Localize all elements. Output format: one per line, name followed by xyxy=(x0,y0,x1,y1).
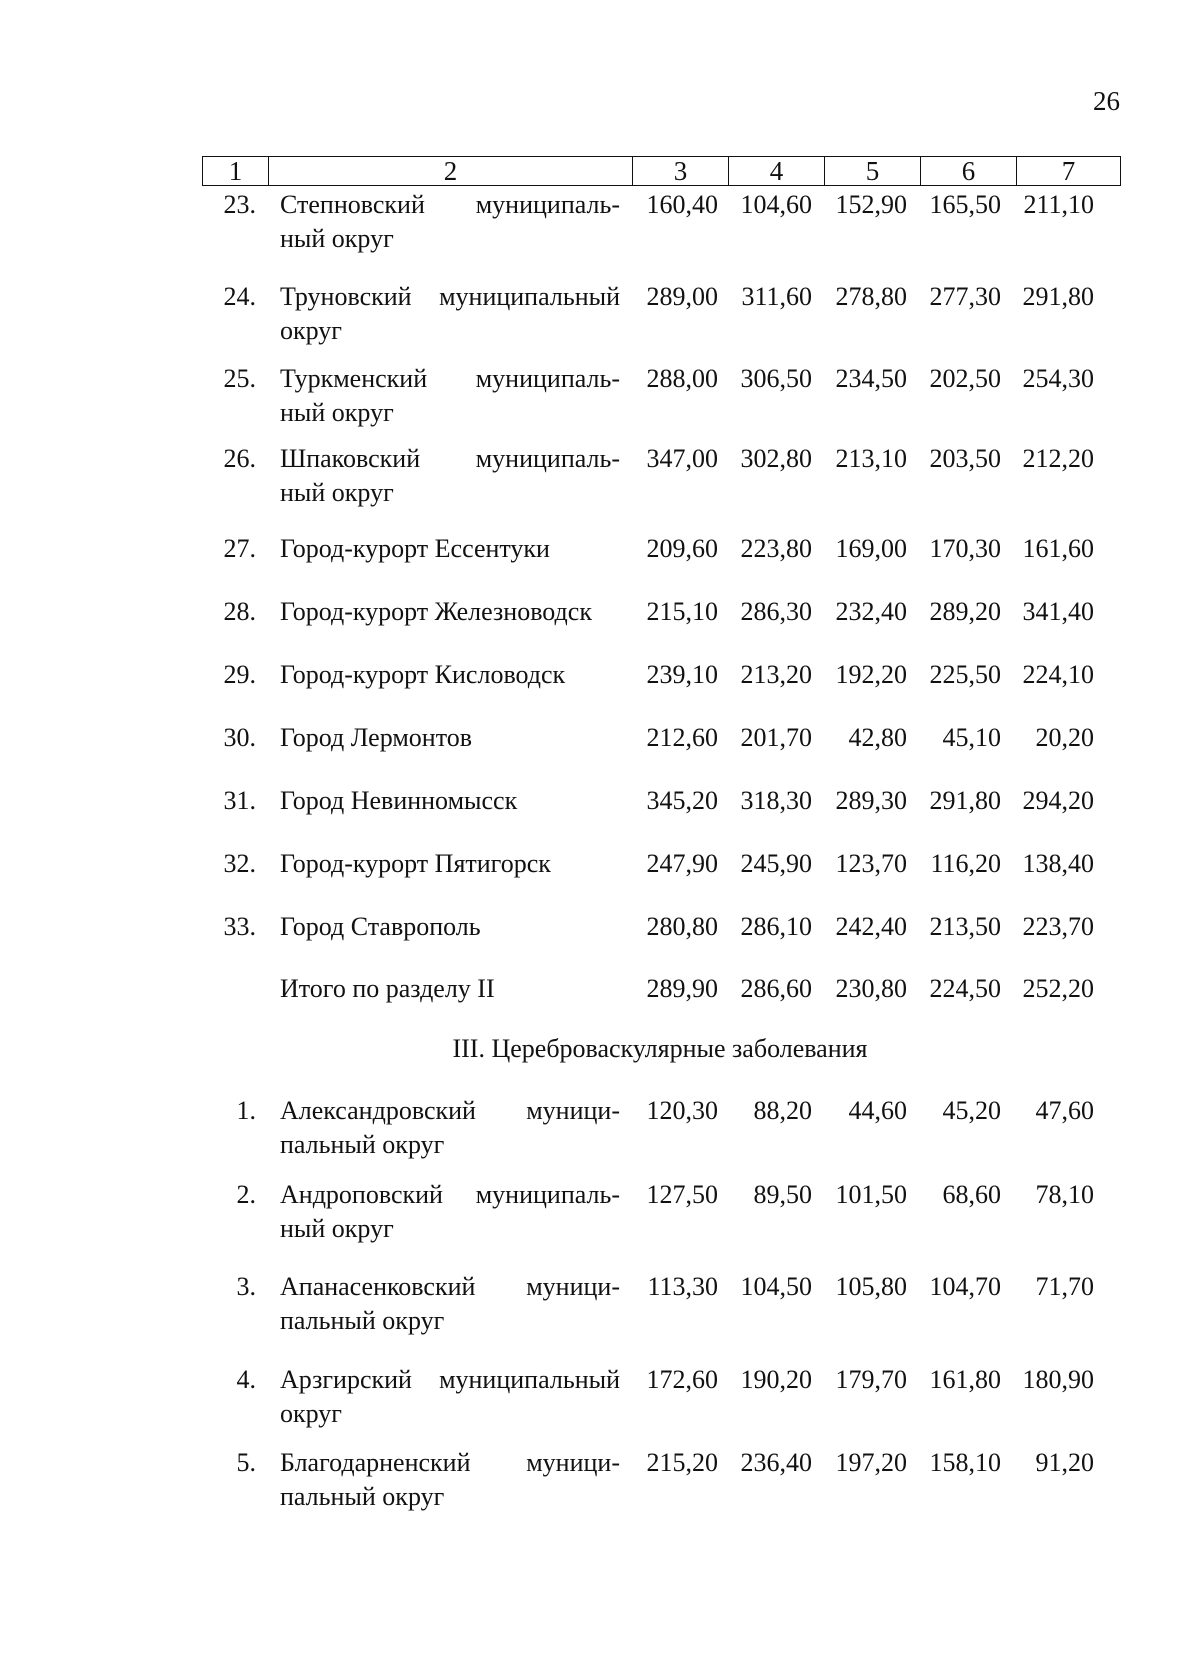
row-number: 26. xyxy=(223,444,256,473)
cell-col-5: 101,50 xyxy=(835,1180,907,1209)
row-name-line-1: Город Невинномысск xyxy=(280,786,518,815)
row-name xyxy=(280,362,620,430)
row-name-line-1: Город-курорт Железноводск xyxy=(280,597,592,626)
header-col-1: 1 xyxy=(203,157,269,186)
cell-col-6: 170,30 xyxy=(929,534,1001,563)
cell-col-4: 223,80 xyxy=(740,534,812,563)
cell-col-5: 192,20 xyxy=(835,660,907,689)
row-name-line-2: округ xyxy=(280,316,342,345)
header-col-7: 7 xyxy=(1017,157,1121,186)
row-number: 2. xyxy=(236,1180,256,1209)
row-name xyxy=(280,442,620,510)
row-number: 33. xyxy=(223,912,256,941)
cell-col-3: 209,60 xyxy=(646,534,718,563)
cell-col-5: 230,80 xyxy=(835,974,907,1003)
cell-col-7: 294,20 xyxy=(1022,786,1094,815)
cell-col-7: 78,10 xyxy=(1035,1180,1094,1209)
row-name-line-1: Город-курорт Пятигорск xyxy=(280,849,551,878)
cell-col-6: 213,50 xyxy=(929,912,1001,941)
cell-col-7: 223,70 xyxy=(1022,912,1094,941)
cell-col-4: 306,50 xyxy=(740,364,812,393)
cell-col-4: 318,30 xyxy=(740,786,812,815)
cell-col-7: 291,80 xyxy=(1022,282,1094,311)
cell-col-4: 201,70 xyxy=(740,723,812,752)
row-name-line-2: пальный округ xyxy=(280,1482,445,1511)
cell-col-3: 127,50 xyxy=(646,1180,718,1209)
row-name xyxy=(280,658,620,692)
row-name xyxy=(280,1363,620,1431)
cell-col-5: 42,80 xyxy=(848,723,907,752)
cell-col-3: 113,30 xyxy=(647,1272,718,1301)
row-number: 27. xyxy=(223,534,256,563)
cell-col-3: 215,20 xyxy=(646,1448,718,1477)
row-name-line-1: Труновский муниципальный xyxy=(280,282,620,311)
cell-col-5: 213,10 xyxy=(835,444,907,473)
cell-col-6: 225,50 xyxy=(929,660,1001,689)
cell-col-7: 180,90 xyxy=(1022,1365,1094,1394)
cell-col-6: 45,20 xyxy=(942,1096,1001,1125)
header-col-3: 3 xyxy=(633,157,729,186)
table-header xyxy=(202,156,1121,186)
cell-col-5: 289,30 xyxy=(835,786,907,815)
row-name-line-1: Апанасенковский муници- xyxy=(280,1272,620,1301)
cell-col-5: 152,90 xyxy=(835,190,907,219)
row-name-line-1: Город Ставрополь xyxy=(280,912,481,941)
cell-col-3: 215,10 xyxy=(646,597,718,626)
row-name xyxy=(280,1094,620,1162)
cell-col-3: 247,90 xyxy=(646,849,718,878)
cell-col-5: 278,80 xyxy=(835,282,907,311)
cell-col-6: 224,50 xyxy=(929,974,1001,1003)
cell-col-3: 280,80 xyxy=(646,912,718,941)
cell-col-4: 311,60 xyxy=(741,282,812,311)
row-number: 5. xyxy=(236,1448,256,1477)
cell-col-3: 288,00 xyxy=(646,364,718,393)
cell-col-6: 289,20 xyxy=(929,597,1001,626)
cell-col-3: 212,60 xyxy=(646,723,718,752)
cell-col-4: 236,40 xyxy=(740,1448,812,1477)
row-name-line-2: ный округ xyxy=(280,1214,394,1243)
row-name xyxy=(280,1178,620,1246)
cell-col-7: 254,30 xyxy=(1022,364,1094,393)
row-number: 25. xyxy=(223,364,256,393)
cell-col-4: 104,50 xyxy=(740,1272,812,1301)
cell-col-7: 212,20 xyxy=(1022,444,1094,473)
header-col-5: 5 xyxy=(825,157,921,186)
row-number: 24. xyxy=(223,282,256,311)
cell-col-6: 277,30 xyxy=(929,282,1001,311)
cell-col-3: 160,40 xyxy=(646,190,718,219)
row-name-line-1: Город Лермонтов xyxy=(280,723,472,752)
row-name xyxy=(280,1446,620,1514)
cell-col-7: 224,10 xyxy=(1022,660,1094,689)
row-name xyxy=(280,972,620,1006)
row-name-line-1: Итого по разделу II xyxy=(280,974,495,1003)
cell-col-4: 89,50 xyxy=(753,1180,812,1209)
row-name-line-1: Туркменский муниципаль- xyxy=(280,364,620,393)
cell-col-4: 88,20 xyxy=(753,1096,812,1125)
row-name-line-2: ный округ xyxy=(280,478,394,507)
cell-col-6: 203,50 xyxy=(929,444,1001,473)
row-name-line-1: Александровский муници- xyxy=(280,1096,620,1125)
cell-col-7: 138,40 xyxy=(1022,849,1094,878)
row-name xyxy=(280,910,620,944)
cell-col-5: 242,40 xyxy=(835,912,907,941)
row-number: 1. xyxy=(236,1096,256,1125)
row-name xyxy=(280,532,620,566)
row-number: 29. xyxy=(223,660,256,689)
cell-col-6: 202,50 xyxy=(929,364,1001,393)
cell-col-7: 47,60 xyxy=(1035,1096,1094,1125)
row-name-line-2: округ xyxy=(280,1399,342,1428)
row-name-line-1: Шпаковский муниципаль- xyxy=(280,444,620,473)
cell-col-4: 302,80 xyxy=(740,444,812,473)
row-name xyxy=(280,721,620,755)
row-name-line-2: ный округ xyxy=(280,224,394,253)
cell-col-5: 44,60 xyxy=(848,1096,907,1125)
row-name-line-1: Город-курорт Кисловодск xyxy=(280,660,566,689)
cell-col-6: 161,80 xyxy=(929,1365,1001,1394)
cell-col-5: 197,20 xyxy=(835,1448,907,1477)
cell-col-3: 289,00 xyxy=(646,282,718,311)
cell-col-6: 45,10 xyxy=(942,723,1001,752)
cell-col-6: 68,60 xyxy=(942,1180,1001,1209)
cell-col-5: 123,70 xyxy=(835,849,907,878)
row-name-line-2: пальный округ xyxy=(280,1306,445,1335)
cell-col-6: 291,80 xyxy=(929,786,1001,815)
cell-col-7: 20,20 xyxy=(1035,723,1094,752)
row-name-line-1: Андроповский муниципаль- xyxy=(280,1180,620,1209)
cell-col-5: 169,00 xyxy=(835,534,907,563)
row-name-line-1: Город-курорт Ессентуки xyxy=(280,534,550,563)
row-name-line-2: пальный округ xyxy=(280,1130,445,1159)
header-col-2: 2 xyxy=(269,157,633,186)
cell-col-4: 213,20 xyxy=(740,660,812,689)
cell-col-4: 104,60 xyxy=(740,190,812,219)
row-name-line-1: Арзгирский муниципальный xyxy=(280,1365,620,1394)
row-number: 23. xyxy=(223,190,256,219)
cell-col-5: 234,50 xyxy=(835,364,907,393)
row-number: 32. xyxy=(223,849,256,878)
cell-col-3: 345,20 xyxy=(646,786,718,815)
section-title: III. Цереброваскулярные заболевания xyxy=(452,1034,868,1063)
cell-col-4: 286,10 xyxy=(740,912,812,941)
row-number: 30. xyxy=(223,723,256,752)
cell-col-3: 239,10 xyxy=(646,660,718,689)
cell-col-6: 104,70 xyxy=(929,1272,1001,1301)
row-number: 31. xyxy=(223,786,256,815)
row-number: 28. xyxy=(223,597,256,626)
cell-col-7: 211,10 xyxy=(1023,190,1094,219)
row-number: 4. xyxy=(236,1365,256,1394)
cell-col-6: 165,50 xyxy=(929,190,1001,219)
cell-col-7: 71,70 xyxy=(1035,1272,1094,1301)
row-name-line-1: Степновский муниципаль- xyxy=(280,190,620,219)
page-number: 26 xyxy=(1093,86,1120,116)
cell-col-7: 252,20 xyxy=(1022,974,1094,1003)
cell-col-3: 347,00 xyxy=(646,444,718,473)
row-name-line-1: Благодарненский муници- xyxy=(280,1448,620,1477)
header-col-6: 6 xyxy=(921,157,1017,186)
cell-col-7: 341,40 xyxy=(1022,597,1094,626)
cell-col-3: 120,30 xyxy=(646,1096,718,1125)
row-name-line-2: ный округ xyxy=(280,398,394,427)
cell-col-7: 91,20 xyxy=(1035,1448,1094,1477)
cell-col-5: 232,40 xyxy=(835,597,907,626)
row-name xyxy=(280,847,620,881)
cell-col-4: 190,20 xyxy=(740,1365,812,1394)
cell-col-5: 105,80 xyxy=(835,1272,907,1301)
row-name xyxy=(280,595,620,629)
row-name xyxy=(280,188,620,256)
cell-col-7: 161,60 xyxy=(1022,534,1094,563)
header-col-4: 4 xyxy=(729,157,825,186)
row-name xyxy=(280,784,620,818)
cell-col-6: 158,10 xyxy=(929,1448,1001,1477)
cell-col-4: 245,90 xyxy=(740,849,812,878)
cell-col-4: 286,30 xyxy=(740,597,812,626)
cell-col-5: 179,70 xyxy=(835,1365,907,1394)
row-number: 3. xyxy=(236,1272,256,1301)
cell-col-6: 116,20 xyxy=(930,849,1001,878)
cell-col-3: 289,90 xyxy=(646,974,718,1003)
row-name xyxy=(280,1270,620,1338)
cell-col-3: 172,60 xyxy=(646,1365,718,1394)
row-name xyxy=(280,280,620,348)
cell-col-4: 286,60 xyxy=(740,974,812,1003)
